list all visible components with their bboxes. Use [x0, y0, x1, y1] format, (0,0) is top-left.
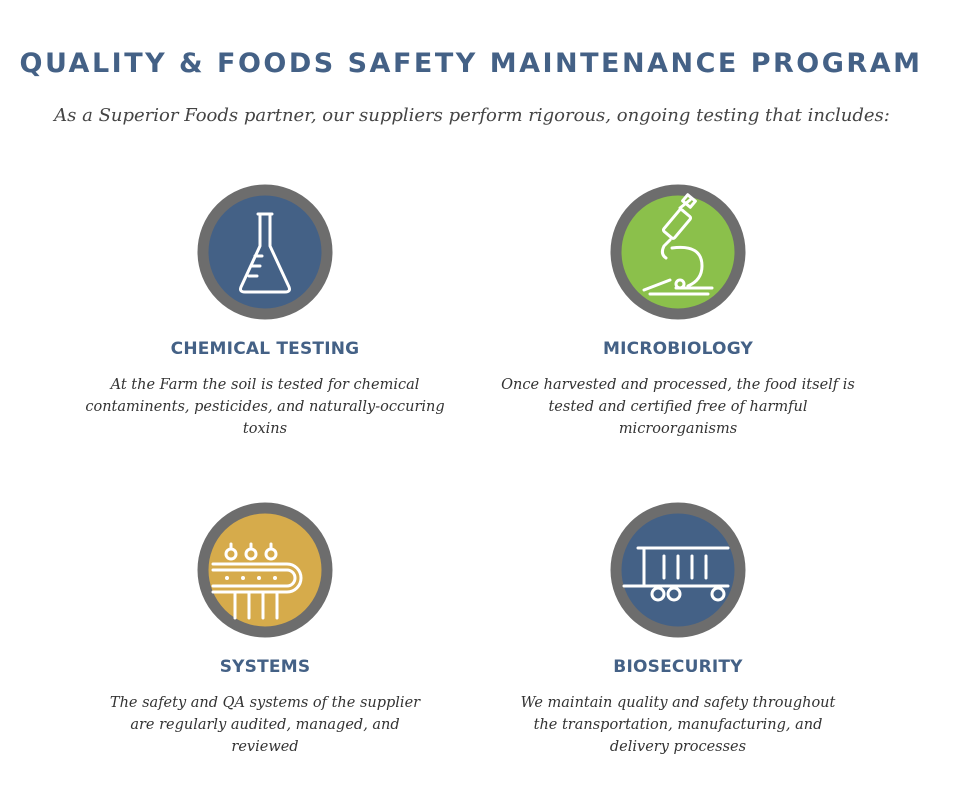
card-description: We maintain quality and safety throughout the transportation, manufacturing, and delivery processes — [520, 695, 836, 755]
card-title: MICROBIOLOGY — [603, 339, 753, 359]
microscope-icon — [610, 184, 746, 320]
card-systems — [85, 502, 445, 762]
card-description: The safety and QA systems of the supplier are regularly audited, managed, and reviewed — [109, 695, 421, 755]
card-description: At the Farm the soil is tested for chemical contaminents, pesticides, and naturally-occuring toxins — [85, 377, 445, 437]
rail-car-icon — [610, 502, 746, 638]
card-biosecurity — [498, 502, 858, 772]
card-microbiology — [498, 184, 858, 444]
card-title: BIOSECURITY — [613, 657, 743, 677]
flask-icon — [197, 184, 333, 320]
page-title: QUALITY & FOODS SAFETY MAINTENANCE PROGRAM — [19, 48, 923, 79]
card-chemical-testing — [85, 184, 445, 444]
card-title: SYSTEMS — [219, 657, 311, 677]
card-description: Once harvested and processed, the food itself is tested and certified free of harmful microorganisms — [501, 377, 855, 437]
page-subtitle: As a Superior Foods partner, our suppliers perform rigorous, ongoing testing that includes: — [54, 105, 890, 126]
card-title: CHEMICAL TESTING — [170, 339, 360, 359]
conveyor-belt-icon — [197, 502, 333, 638]
